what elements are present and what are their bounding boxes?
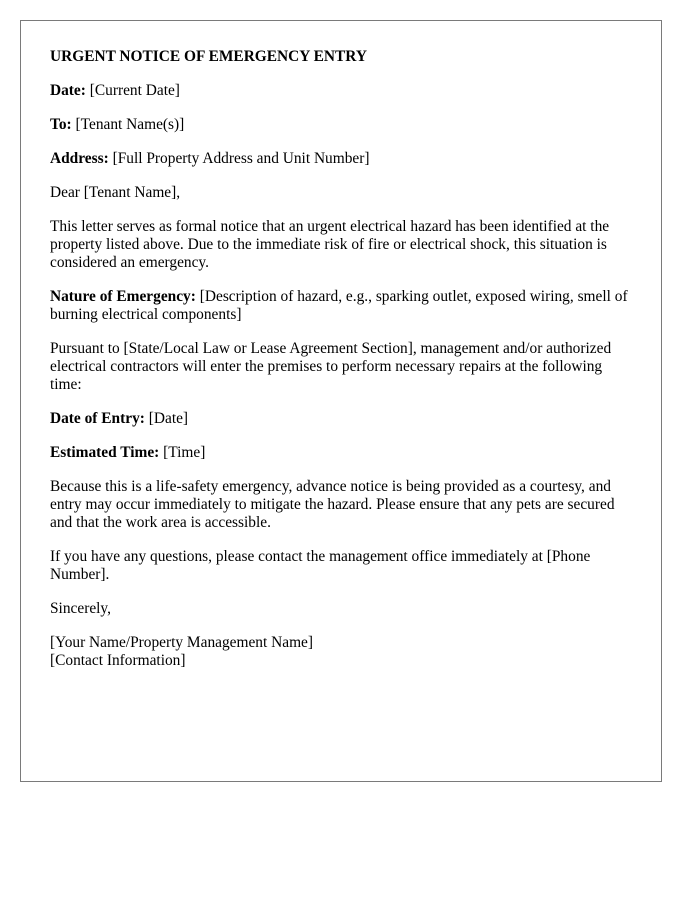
- nature-of-emergency-line: [50, 288, 633, 324]
- body-paragraph-4: If you have any questions, please contact the management office immediately at [Phone Number].: [50, 548, 591, 583]
- date-of-entry-line: [50, 410, 633, 428]
- body-paragraph-3: Because this is a life-safety emergency, advance notice is being provided as a courtesy, and entry may occur immediately to mitigate the hazard. Please ensure that any pets are secured and that the work area is accessible.: [50, 478, 615, 531]
- estimated-time-value: [Time]: [163, 444, 206, 461]
- to-value: [Tenant Name(s)]: [75, 116, 185, 133]
- letter-document: [20, 20, 662, 782]
- date-label: Date:: [50, 82, 86, 99]
- signature-contact: [Contact Information]: [50, 652, 186, 669]
- date-of-entry-label: Date of Entry:: [50, 410, 145, 427]
- estimated-time-line: [50, 444, 633, 462]
- address-value: [Full Property Address and Unit Number]: [112, 150, 370, 167]
- nature-value: [Description of hazard, e.g., sparking outlet, exposed wiring, smell of burning electrical components]: [50, 288, 628, 323]
- signature-name: [Your Name/Property Management Name]: [50, 634, 314, 651]
- body-paragraph-1: This letter serves as formal notice that an urgent electrical hazard has been identified at the property listed above. Due to the immediate risk of fire or electrical shock, this situation is considered an emergency.: [50, 218, 610, 271]
- to-line: [50, 116, 633, 134]
- nature-label: Nature of Emergency:: [50, 288, 196, 305]
- body-paragraph-2: Pursuant to [State/Local Law or Lease Agreement Section], management and/or authorized electrical contractors will enter the premises to perform necessary repairs at the following time:: [50, 340, 612, 393]
- date-line: [50, 82, 633, 100]
- signature-block: [50, 634, 633, 670]
- to-label: To:: [50, 116, 72, 133]
- closing: Sincerely,: [50, 600, 111, 617]
- date-of-entry-value: [Date]: [148, 410, 189, 427]
- salutation: Dear [Tenant Name],: [50, 184, 181, 201]
- letter-title: URGENT NOTICE OF EMERGENCY ENTRY: [50, 48, 367, 65]
- estimated-time-label: Estimated Time:: [50, 444, 160, 461]
- address-label: Address:: [50, 150, 109, 167]
- address-line: [50, 150, 633, 168]
- date-value: [Current Date]: [89, 82, 180, 99]
